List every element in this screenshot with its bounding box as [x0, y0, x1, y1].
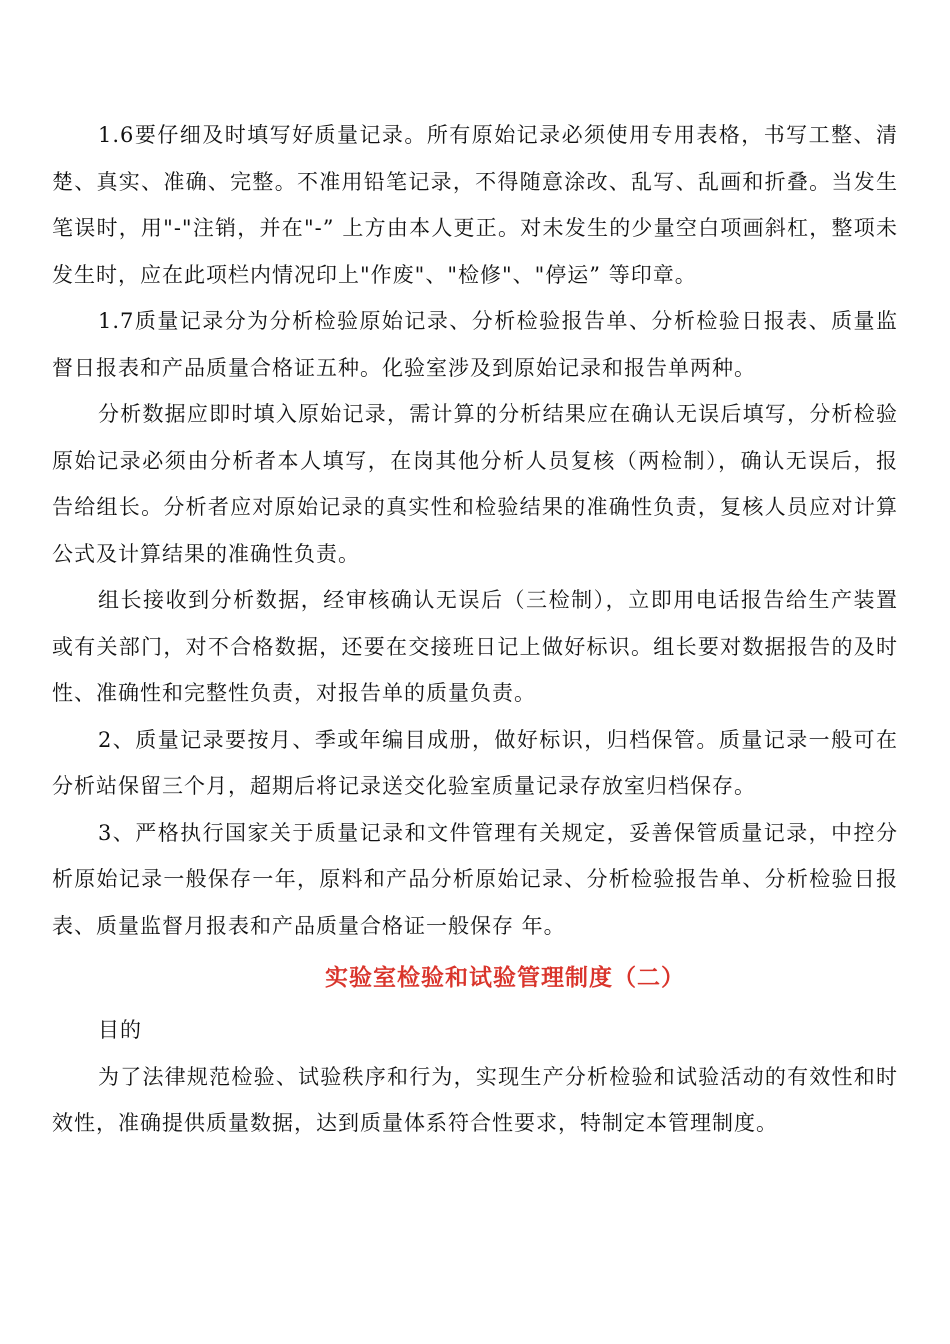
paragraph-group-leader: 组长接收到分析数据，经审核确认无误后（三检制），立即用电话报告给生产装置或有关部门，对不合格数据，还要在交接班日记上做好标识。组长要对数据报告的及时性、准确性和完整性负责，对报告单的质量负责。: [52, 588, 898, 705]
paragraph-1-7: 1.7质量记录分为分析检验原始记录、分析检验报告单、分析检验日报表、质量监督日报表和产品质量合格证五种。化验室涉及到原始记录和报告单两种。: [52, 309, 898, 380]
paragraph-item-3: 3、严格执行国家关于质量记录和文件管理有关规定，妥善保管质量记录，中控分析原始记录一般保存一年，原料和产品分析原始记录、分析检验报告单、分析检验日报表、质量监督月报表和产品质量合格证一般保存 年。: [52, 820, 898, 938]
paragraph-1-6: 1.6要仔细及时填写好质量记录。所有原始记录必须使用专用表格，书写工整、清楚、真实、准确、完整。不准用铅笔记录，不得随意涂改、乱写、乱画和折叠。当发生笔误时，用"-"注销，并在"-” 上方由本人更正。对未发生的少量空白项画斜杠，整项未发生时，应在此项栏内情况印上"作废"、"检修"、"停运” 等印章。: [52, 123, 898, 287]
paragraph-item-2: 2、质量记录要按月、季或年编目成册，做好标识，归档保管。质量记录一般可在分析站保留三个月，超期后将记录送交化验室质量记录存放室归档保存。: [52, 727, 898, 798]
paragraph-analysis-data: 分析数据应即时填入原始记录，需计算的分析结果应在确认无误后填写，分析检验原始记录必须由分析者本人填写，在岗其他分析人员复核（两检制），确认无误后，报告给组长。分析者应对原始记录的真实性和检验结果的准确性负责，复核人员应对计算公式及计算结果的准确性负责。: [52, 402, 898, 566]
paragraph-purpose: 为了法律规范检验、试验秩序和行为，实现生产分析检验和试验活动的有效性和时效性，准确提供质量数据，达到质量体系符合性要求，特制定本管理制度。: [52, 1064, 898, 1135]
document-page: [52, 112, 898, 1147]
subheading-purpose: 目的: [98, 1018, 142, 1042]
section-title: 实验室检验和试验管理制度（二）: [325, 964, 685, 991]
